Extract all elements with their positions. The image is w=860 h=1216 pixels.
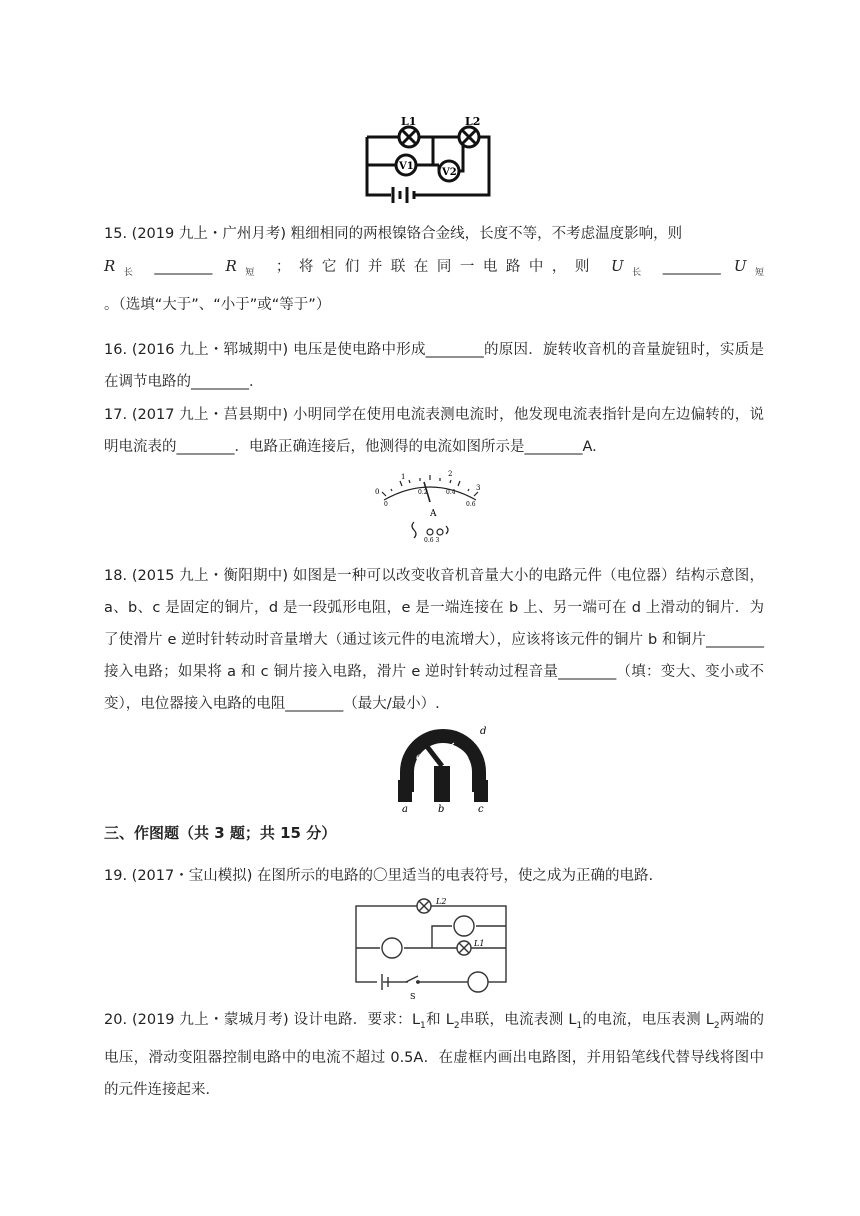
fig4-s-label: S	[410, 992, 416, 1001]
ammeter-scale-02: 0.2	[418, 489, 428, 496]
ammeter-tick-1: 1	[401, 473, 406, 481]
blank-r: ________	[154, 259, 213, 275]
ammeter-scale-0: 0	[384, 501, 388, 508]
fig4-l1-label: L1	[474, 939, 485, 948]
fig1-l1-label: L1	[401, 115, 417, 128]
question-19: 19. (2017・宝山模拟) 在图所示的电路的〇里适当的电表符号，使之成为正确的电路.	[104, 868, 654, 884]
fig4-l2-label: L2	[436, 897, 447, 906]
circuit-figure-2	[352, 896, 510, 1002]
fig1-l2-label: L2	[465, 115, 481, 128]
circuit-figure-1	[355, 115, 495, 203]
section-3-heading: 三、作图题（共 3 题；共 15 分）	[104, 824, 337, 842]
pot-label-d: d	[480, 726, 487, 737]
ammeter-unit: A	[430, 509, 437, 519]
fig1-v1-label: V1	[399, 161, 414, 172]
blank-u: ________	[662, 259, 721, 275]
ammeter-scale-04: 0.4	[446, 489, 456, 496]
question-15: 15. (2019 九上・广州月考) 粗细相同的两根镍铬合金线，长度不等，不考虑温度影响，则 $R_长$ ________ $R_短$ ；将它们并联在同一电路中，则 $U_长$ ________ $U_短$ 。（选填“大于”、“小于”或“等于”）	[104, 226, 764, 313]
ammeter-figure	[372, 470, 488, 544]
pot-label-c: c	[478, 804, 484, 814]
pot-label-a: a	[402, 804, 408, 814]
question-17: 17. (2017 九上・莒县期中) 小明同学在使用电流表测电流时，他发现电流表指针是向左边偏转的，说明电流表的________．电路正确连接后，他测得的电流如图所示是________A.	[104, 407, 764, 455]
ammeter-tick-3: 3	[476, 484, 481, 492]
question-16: 16. (2016 九上・郓城期中) 电压是使电路中形成________的原因．旋转收音机的音量旋钮时，实质是在调节电路的________．	[104, 342, 764, 390]
ammeter-tick-0: 0	[375, 488, 380, 496]
pot-label-b: b	[438, 804, 445, 814]
question-20: 20. (2019 九上・蒙城月考) 设计电路．要求：$L_1$和 $L_2$串联，电流表测 $L_1$的电流，电压表测 $L_2$两端的电压，滑动变阻器控制电路中的电流不超过 0.5A．在虚框内画出电路图，并用铅笔线代替导线将图中的元件连接起来．	[104, 1012, 765, 1098]
ammeter-tick-2: 2	[448, 470, 453, 478]
ammeter-scale-06: 0.6	[466, 501, 476, 508]
potentiometer-figure	[388, 722, 498, 814]
question-18: 18. (2015 九上・衡阳期中) 如图是一种可以改变收音机音量大小的电路元件（电位器）结构示意图，a、b、c 是固定的铜片，d 是一段弧形电阻，e 是一端连接在 b 上、另一端可在 d 上滑动的铜片．为了使滑片 e 逆时针转动时音量增大（通过该元件的电流增大），应该将该元件的铜片 b 和铜片________接入电路；如果将 a 和 c 铜片接入电路，滑片 e 逆时针转动过程音量________（填：变大、变小或不变），电位器接入电路的电阻________（最大/最小）.	[104, 568, 764, 712]
fig1-v2-label: V2	[442, 167, 457, 178]
pot-label-e: e	[416, 752, 422, 763]
ammeter-terminals: 0.6 3	[424, 537, 440, 544]
